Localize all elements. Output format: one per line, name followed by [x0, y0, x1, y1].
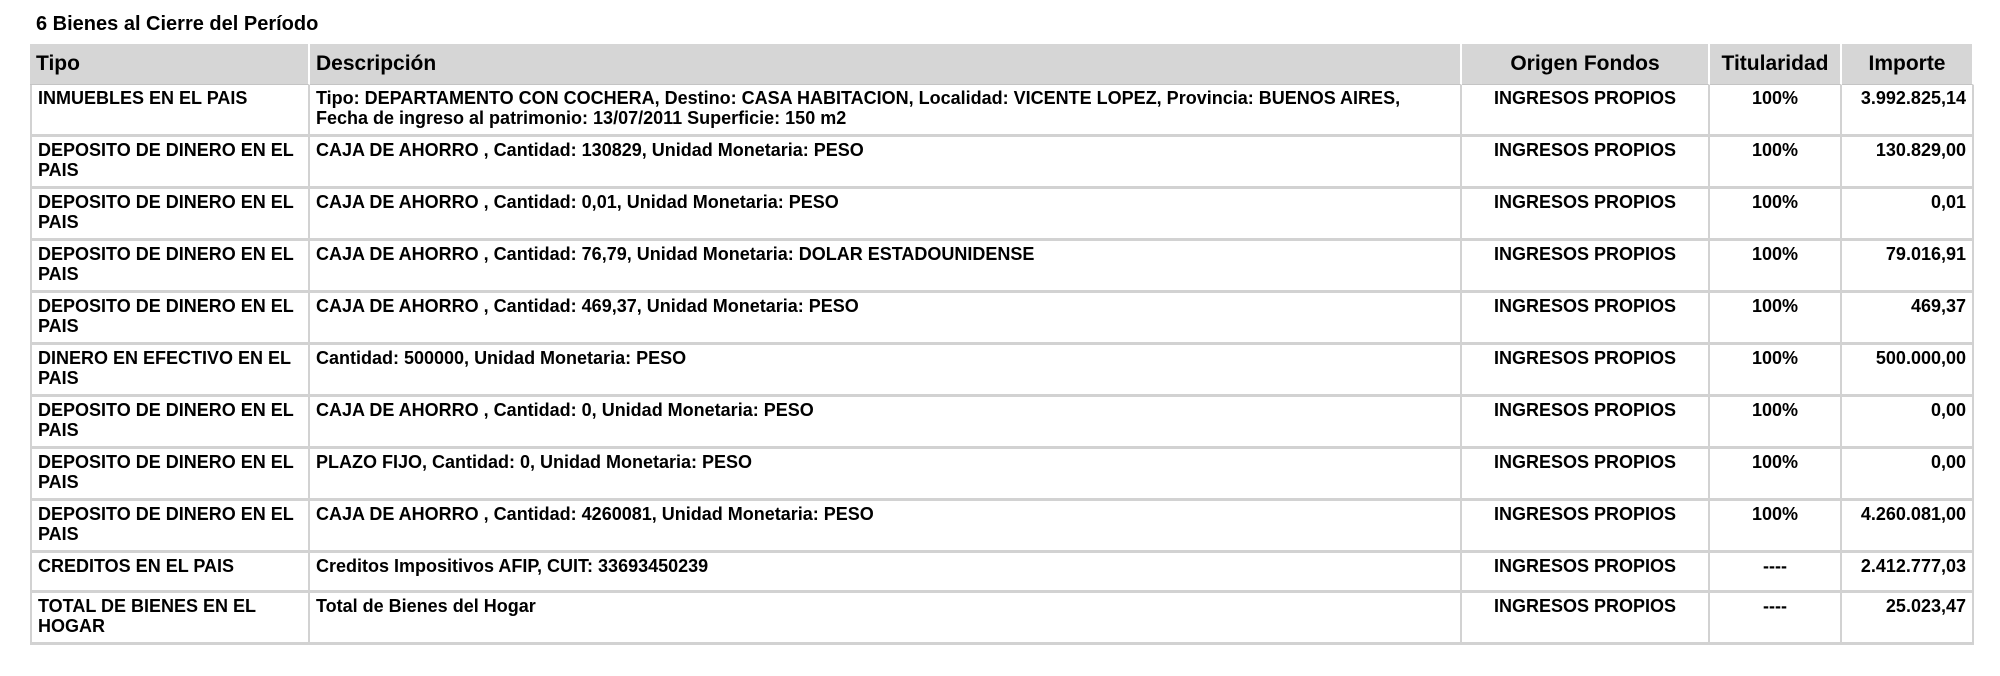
cell-origen: INGRESOS PROPIOS	[1462, 345, 1710, 397]
table-row	[30, 293, 1974, 345]
cell-origen: INGRESOS PROPIOS	[1462, 449, 1710, 501]
table-header-row	[30, 44, 1974, 85]
cell-tipo: CREDITOS EN EL PAIS	[30, 553, 310, 593]
cell-descripcion: CAJA DE AHORRO , Cantidad: 0, Unidad Monetaria: PESO	[310, 397, 1462, 449]
cell-titularidad: ----	[1710, 553, 1842, 593]
header-origen-fondos: Origen Fondos	[1462, 44, 1710, 85]
section-title: 6 Bienes al Cierre del Período	[36, 13, 319, 35]
cell-importe: 25.023,47	[1842, 593, 1974, 645]
cell-origen: INGRESOS PROPIOS	[1462, 593, 1710, 645]
cell-tipo: INMUEBLES EN EL PAIS	[30, 85, 310, 137]
cell-descripcion: CAJA DE AHORRO , Cantidad: 4260081, Unidad Monetaria: PESO	[310, 501, 1462, 553]
table-row	[30, 593, 1974, 645]
assets-table	[30, 44, 1974, 645]
cell-titularidad: 100%	[1710, 85, 1842, 137]
cell-tipo: DEPOSITO DE DINERO EN EL PAIS	[30, 241, 310, 293]
cell-descripcion: CAJA DE AHORRO , Cantidad: 469,37, Unidad Monetaria: PESO	[310, 293, 1462, 345]
table-row	[30, 449, 1974, 501]
cell-importe: 500.000,00	[1842, 345, 1974, 397]
cell-origen: INGRESOS PROPIOS	[1462, 189, 1710, 241]
cell-importe: 2.412.777,03	[1842, 553, 1974, 593]
cell-importe: 0,00	[1842, 449, 1974, 501]
table-row	[30, 189, 1974, 241]
cell-descripcion: CAJA DE AHORRO , Cantidad: 0,01, Unidad Monetaria: PESO	[310, 189, 1462, 241]
cell-origen: INGRESOS PROPIOS	[1462, 241, 1710, 293]
cell-tipo: DEPOSITO DE DINERO EN EL PAIS	[30, 293, 310, 345]
cell-tipo: DEPOSITO DE DINERO EN EL PAIS	[30, 137, 310, 189]
cell-origen: INGRESOS PROPIOS	[1462, 85, 1710, 137]
cell-importe: 3.992.825,14	[1842, 85, 1974, 137]
header-importe: Importe	[1842, 44, 1974, 85]
cell-tipo: TOTAL DE BIENES EN EL HOGAR	[30, 593, 310, 645]
cell-importe: 4.260.081,00	[1842, 501, 1974, 553]
cell-titularidad: 100%	[1710, 449, 1842, 501]
cell-importe: 79.016,91	[1842, 241, 1974, 293]
cell-descripcion: CAJA DE AHORRO , Cantidad: 130829, Unidad Monetaria: PESO	[310, 137, 1462, 189]
cell-origen: INGRESOS PROPIOS	[1462, 293, 1710, 345]
cell-descripcion: CAJA DE AHORRO , Cantidad: 76,79, Unidad Monetaria: DOLAR ESTADOUNIDENSE	[310, 241, 1462, 293]
cell-origen: INGRESOS PROPIOS	[1462, 397, 1710, 449]
cell-titularidad: 100%	[1710, 189, 1842, 241]
cell-descripcion: Total de Bienes del Hogar	[310, 593, 1462, 645]
header-descripcion: Descripción	[310, 44, 1462, 85]
cell-origen: INGRESOS PROPIOS	[1462, 137, 1710, 189]
header-titularidad: Titularidad	[1710, 44, 1842, 85]
table-row	[30, 397, 1974, 449]
cell-titularidad: 100%	[1710, 397, 1842, 449]
table-row	[30, 241, 1974, 293]
cell-importe: 130.829,00	[1842, 137, 1974, 189]
cell-titularidad: 100%	[1710, 241, 1842, 293]
cell-origen: INGRESOS PROPIOS	[1462, 501, 1710, 553]
cell-titularidad: ----	[1710, 593, 1842, 645]
cell-descripcion: PLAZO FIJO, Cantidad: 0, Unidad Monetaria: PESO	[310, 449, 1462, 501]
cell-origen: INGRESOS PROPIOS	[1462, 553, 1710, 593]
table-row	[30, 85, 1974, 137]
cell-tipo: DEPOSITO DE DINERO EN EL PAIS	[30, 501, 310, 553]
cell-importe: 469,37	[1842, 293, 1974, 345]
cell-tipo: DEPOSITO DE DINERO EN EL PAIS	[30, 397, 310, 449]
cell-descripcion: Cantidad: 500000, Unidad Monetaria: PESO	[310, 345, 1462, 397]
table-row	[30, 345, 1974, 397]
cell-tipo: DEPOSITO DE DINERO EN EL PAIS	[30, 189, 310, 241]
cell-descripcion: Tipo: DEPARTAMENTO CON COCHERA, Destino: CASA HABITACION, Localidad: VICENTE LOPEZ, Provincia: BUENOS AIRES, Fecha de ingreso al patrimonio: 13/07/2011 Superficie: 150 m2	[310, 85, 1462, 137]
cell-tipo: DINERO EN EFECTIVO EN EL PAIS	[30, 345, 310, 397]
cell-titularidad: 100%	[1710, 345, 1842, 397]
table-row	[30, 137, 1974, 189]
cell-titularidad: 100%	[1710, 137, 1842, 189]
cell-tipo: DEPOSITO DE DINERO EN EL PAIS	[30, 449, 310, 501]
cell-importe: 0,01	[1842, 189, 1974, 241]
cell-titularidad: 100%	[1710, 501, 1842, 553]
table-row	[30, 501, 1974, 553]
cell-descripcion: Creditos Impositivos AFIP, CUIT: 33693450239	[310, 553, 1462, 593]
cell-titularidad: 100%	[1710, 293, 1842, 345]
table-row	[30, 553, 1974, 593]
header-tipo: Tipo	[30, 44, 310, 85]
cell-importe: 0,00	[1842, 397, 1974, 449]
